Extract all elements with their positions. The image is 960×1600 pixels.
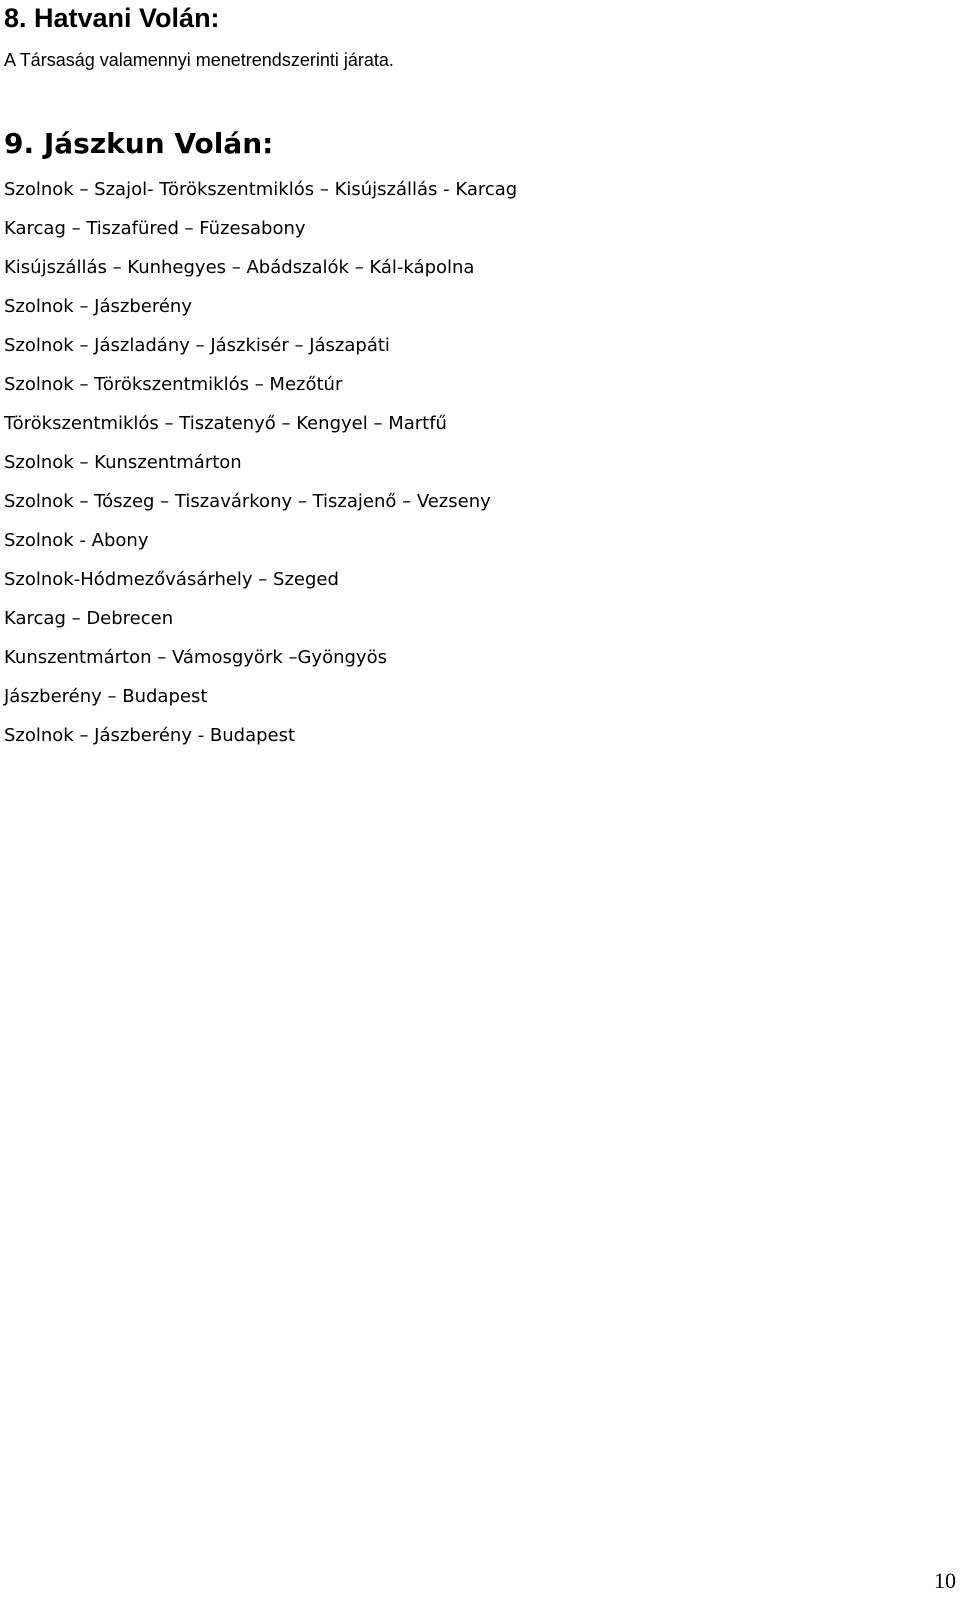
- route-item: Karcag – Tiszafüred – Füzesabony: [4, 218, 306, 239]
- route-item: Szolnok - Abony: [4, 530, 149, 551]
- section-8-text: A Társaság valamennyi menetrendszerinti járata.: [4, 50, 394, 70]
- route-item: Karcag – Debrecen: [4, 608, 174, 629]
- route-list: [4, 178, 517, 763]
- route-item: Kunszentmárton – Vámosgyörk –Gyöngyös: [4, 647, 387, 668]
- route-item: Szolnok – Törökszentmiklós – Mezőtúr: [4, 374, 343, 395]
- route-item: Szolnok – Jászberény: [4, 296, 192, 317]
- page-number: 10: [934, 1568, 956, 1593]
- section-8-heading: 8. Hatvani Volán:: [4, 3, 220, 33]
- route-item: Kisújszállás – Kunhegyes – Abádszalók – Kál-kápolna: [4, 257, 475, 278]
- route-item: Szolnok – Szajol- Törökszentmiklós – Kisújszállás - Karcag: [4, 179, 518, 200]
- route-item: Törökszentmiklós – Tiszatenyő – Kengyel – Martfű: [4, 413, 447, 434]
- route-item: Szolnok – Jászladány – Jászkisér – Jászapáti: [4, 335, 390, 356]
- route-item: Szolnok – Jászberény - Budapest: [4, 725, 296, 746]
- route-item: Szolnok – Tószeg – Tiszavárkony – Tiszajenő – Vezseny: [4, 491, 491, 512]
- route-item: Szolnok-Hódmezővásárhely – Szeged: [4, 569, 339, 590]
- route-item: Jászberény – Budapest: [4, 686, 208, 707]
- section-9-heading: 9. Jászkun Volán:: [4, 127, 274, 160]
- route-item: Szolnok – Kunszentmárton: [4, 452, 242, 473]
